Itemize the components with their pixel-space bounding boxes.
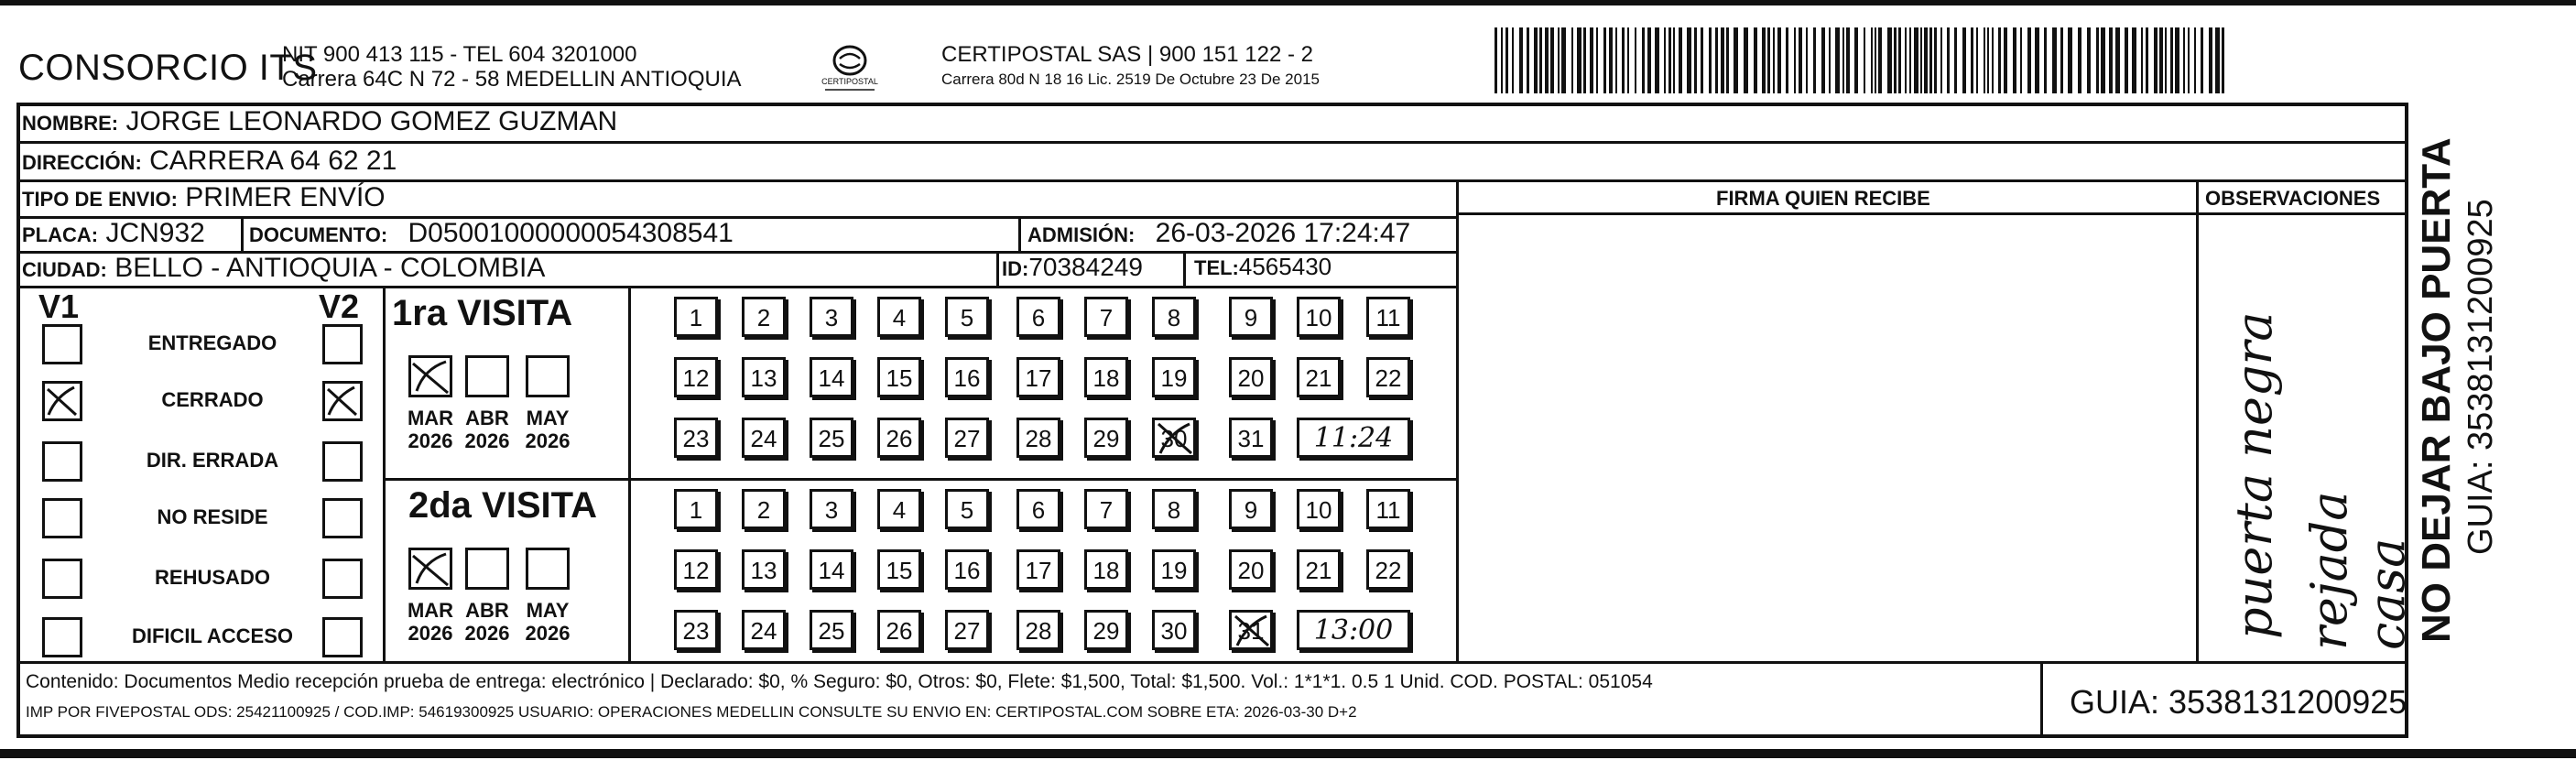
day-number: 24	[750, 617, 777, 645]
nombre-label: NOMBRE:	[22, 112, 119, 135]
day-number: 27	[953, 425, 981, 452]
rule	[1183, 251, 1186, 286]
day-box[interactable]	[945, 357, 989, 397]
day-box[interactable]	[742, 418, 786, 458]
day-box[interactable]	[1084, 489, 1128, 529]
month-checkbox[interactable]	[526, 548, 570, 590]
day-box[interactable]	[1084, 418, 1128, 458]
month-year: 2026	[464, 429, 510, 452]
day-box[interactable]	[1152, 610, 1196, 650]
day-number: 25	[818, 617, 845, 645]
observaciones-label: OBSERVACIONES	[2205, 187, 2381, 210]
status-label: CERRADO	[161, 388, 264, 411]
day-number: 6	[1031, 304, 1046, 331]
day-number: 8	[1167, 304, 1181, 331]
company-name: CONSORCIO ITS	[18, 48, 318, 88]
direccion-value: CARRERA 64 62 21	[149, 146, 397, 176]
documento-value: D05001000000054308541	[408, 218, 734, 248]
rule	[16, 286, 1458, 288]
v2-header: V2	[319, 288, 360, 325]
rule	[2196, 179, 2199, 661]
day-number: 30	[1160, 617, 1188, 645]
rule	[383, 286, 386, 661]
day-number: 13	[750, 364, 777, 392]
direccion-label: DIRECCIÓN:	[22, 151, 142, 174]
month-name: MAY	[526, 407, 570, 429]
day-number: 27	[953, 617, 981, 645]
day-box[interactable]	[1084, 610, 1128, 650]
barcode	[1495, 27, 2227, 93]
id-cell	[1002, 253, 1143, 282]
day-box[interactable]	[810, 489, 853, 529]
day-number: 16	[953, 557, 981, 584]
month-year: 2026	[525, 622, 571, 645]
guia-number: GUIA: 3538131200925	[2070, 683, 2408, 721]
month-checkbox[interactable]	[408, 355, 452, 397]
day-box[interactable]	[1297, 549, 1341, 590]
day-box[interactable]	[1152, 357, 1196, 397]
rule	[16, 661, 2408, 664]
month-checkbox[interactable]	[465, 355, 509, 397]
firma-label: FIRMA QUIEN RECIBE	[1716, 187, 1930, 210]
rule	[1018, 216, 1021, 251]
v2-checkbox[interactable]	[322, 324, 363, 364]
hour-box	[1297, 418, 1410, 458]
month-checkbox[interactable]	[465, 548, 509, 590]
day-number: 26	[886, 425, 913, 452]
check-mark-icon	[411, 550, 450, 587]
day-number: 9	[1244, 304, 1258, 331]
day-number: 31	[1237, 617, 1265, 645]
day-box[interactable]	[1229, 418, 1273, 458]
day-number: 2	[756, 304, 771, 331]
day-box[interactable]	[1016, 549, 1060, 590]
check-mark-icon	[325, 384, 360, 418]
day-number: 22	[1375, 557, 1402, 584]
day-number: 10	[1305, 304, 1332, 331]
nombre-value: JORGE LEONARDO GOMEZ GUZMAN	[125, 106, 618, 136]
month-label	[520, 599, 575, 645]
day-number: 31	[1237, 425, 1265, 452]
ciudad-cell	[22, 253, 545, 284]
courier-block	[941, 42, 1320, 92]
admision-cell	[1027, 218, 1410, 249]
status-label: ENTREGADO	[147, 331, 277, 354]
month-checkbox[interactable]	[408, 548, 452, 590]
day-box[interactable]	[877, 297, 921, 337]
v1-checkbox[interactable]	[42, 559, 82, 599]
day-number: 28	[1025, 617, 1052, 645]
day-box[interactable]	[1297, 297, 1341, 337]
placa-cell	[22, 218, 205, 249]
day-number: 21	[1305, 364, 1332, 392]
day-number: 3	[824, 496, 839, 524]
nombre-row	[22, 106, 617, 137]
day-box[interactable]	[945, 297, 989, 337]
id-label: ID:	[1002, 257, 1029, 280]
rule	[16, 141, 2408, 144]
second-visit-title: 2da VISITA	[408, 485, 597, 526]
month-label	[520, 407, 575, 452]
month-name: ABR	[465, 407, 509, 429]
day-number: 29	[1092, 425, 1120, 452]
day-box[interactable]	[945, 610, 989, 650]
day-box[interactable]	[674, 489, 718, 529]
day-box[interactable]	[1016, 489, 1060, 529]
check-mark-icon	[411, 358, 450, 395]
side-warning: NO DEJAR BAJO PUERTA	[2414, 137, 2459, 643]
day-number: 23	[682, 425, 710, 452]
top-rule	[0, 0, 2576, 5]
day-box[interactable]	[945, 489, 989, 529]
day-number: 1	[689, 304, 703, 331]
day-number: 24	[750, 425, 777, 452]
day-number: 5	[960, 496, 974, 524]
day-number: 20	[1237, 557, 1265, 584]
month-year: 2026	[464, 622, 510, 645]
day-number: 4	[892, 304, 907, 331]
day-check-icon	[1155, 420, 1195, 457]
placa-value: JCN932	[105, 218, 205, 248]
status-label: DIFICIL ACCESO	[131, 624, 293, 647]
day-box[interactable]	[742, 549, 786, 590]
day-number: 25	[818, 425, 845, 452]
day-number: 9	[1244, 496, 1258, 524]
id-value: 70384249	[1028, 253, 1143, 281]
admision-value: 26-03-2026 17:24:47	[1155, 218, 1411, 248]
day-number: 3	[824, 304, 839, 331]
courier-license: Carrera 80d N 18 16 Lic. 2519 De Octubre 23 De 2015	[941, 71, 1320, 88]
v2-checkbox[interactable]	[322, 381, 363, 421]
day-number: 8	[1167, 496, 1181, 524]
month-label	[403, 407, 458, 452]
month-checkbox[interactable]	[526, 355, 570, 397]
certipostal-logo	[818, 38, 882, 95]
day-box[interactable]	[1084, 297, 1128, 337]
tel-cell	[1194, 253, 1331, 281]
day-box[interactable]	[1084, 357, 1128, 397]
rule	[1458, 212, 2408, 215]
day-number: 2	[756, 496, 771, 524]
day-box[interactable]	[1229, 610, 1273, 650]
day-number: 29	[1092, 617, 1120, 645]
day-number: 6	[1031, 496, 1046, 524]
day-box[interactable]	[674, 418, 718, 458]
day-box[interactable]	[1229, 489, 1273, 529]
day-box[interactable]	[1366, 357, 1410, 397]
day-box[interactable]	[810, 357, 853, 397]
day-box[interactable]	[1366, 297, 1410, 337]
day-box[interactable]	[1366, 489, 1410, 529]
day-box[interactable]	[1016, 297, 1060, 337]
day-box[interactable]	[945, 418, 989, 458]
v2-checkbox[interactable]	[322, 441, 363, 482]
day-number: 28	[1025, 425, 1052, 452]
month-label	[403, 599, 458, 645]
day-box[interactable]	[1084, 549, 1128, 590]
hour-box	[1297, 610, 1410, 650]
rule	[241, 216, 244, 251]
imp-text: IMP POR FIVEPOSTAL ODS: 25421100925 / COD.IMP: 54619300925 USUARIO: OPERACIONES MEDELLIN CONSULTE SU ENVIO EN: CERTIPOSTAL.COM SOBRE ETA: 2026-03-30 D+2	[26, 703, 1357, 721]
month-year: 2026	[408, 622, 453, 645]
placa-label: PLACA:	[22, 223, 99, 246]
day-number: 22	[1375, 364, 1402, 392]
rule	[2040, 661, 2043, 738]
day-box[interactable]	[742, 610, 786, 650]
day-number: 18	[1092, 364, 1120, 392]
day-number: 19	[1160, 557, 1188, 584]
v2-checkbox[interactable]	[322, 617, 363, 657]
hour-handwriting: 13:00	[1313, 614, 1394, 646]
documento-cell	[249, 218, 734, 249]
day-box[interactable]	[1152, 549, 1196, 590]
tel-value: 4565430	[1238, 253, 1332, 280]
day-number: 5	[960, 304, 974, 331]
day-number: 4	[892, 496, 907, 524]
day-number: 21	[1305, 557, 1332, 584]
day-number: 7	[1099, 496, 1114, 524]
hour-handwriting: 11:24	[1313, 422, 1394, 454]
status-label: DIR. ERRADA	[146, 449, 279, 472]
day-box[interactable]	[877, 549, 921, 590]
ciudad-label: CIUDAD:	[22, 258, 107, 281]
day-box[interactable]	[810, 610, 853, 650]
day-number: 1	[689, 496, 703, 524]
day-number: 15	[886, 364, 913, 392]
day-box[interactable]	[1366, 549, 1410, 590]
day-box[interactable]	[674, 297, 718, 337]
first-visit-title: 1ra VISITA	[392, 293, 573, 333]
day-number: 16	[953, 364, 981, 392]
v1-checkbox[interactable]	[42, 381, 82, 421]
day-number: 20	[1237, 364, 1265, 392]
day-box[interactable]	[742, 297, 786, 337]
rule	[383, 478, 1458, 481]
day-number: 12	[682, 364, 710, 392]
day-box[interactable]	[1229, 357, 1273, 397]
contenido-text: Contenido: Documentos Medio recepción prueba de entrega: electrónico | Declarado: $0, % Seguro: $0, Otros: $0, Flete: $1,500, Total: $1,500. Vol.: 1*1*1. 0.5 1 Unid. COD. POSTAL: 051054	[26, 671, 1653, 692]
day-number: 17	[1025, 364, 1052, 392]
day-number: 11	[1375, 304, 1401, 331]
company-address: Carrera 64C N 72 - 58 MEDELLIN ANTIOQUIA	[282, 67, 742, 92]
day-box[interactable]	[1297, 357, 1341, 397]
v1-header: V1	[38, 288, 80, 325]
day-box[interactable]	[945, 549, 989, 590]
day-number: 19	[1160, 364, 1188, 392]
day-number: 12	[682, 557, 710, 584]
day-number: 10	[1305, 496, 1332, 524]
tel-label: TEL:	[1194, 256, 1239, 279]
company-nit-tel: NIT 900 413 115 - TEL 604 3201000	[282, 42, 637, 67]
v2-checkbox[interactable]	[322, 559, 363, 599]
rule	[996, 251, 999, 286]
bottom-rule	[0, 749, 2576, 758]
company-address-block	[282, 42, 742, 92]
day-number: 13	[750, 557, 777, 584]
day-box[interactable]	[877, 489, 921, 529]
day-box[interactable]	[877, 610, 921, 650]
day-box[interactable]	[1297, 489, 1341, 529]
day-box[interactable]	[877, 418, 921, 458]
day-number: 18	[1092, 557, 1120, 584]
direccion-row	[22, 146, 397, 177]
day-box[interactable]	[1016, 418, 1060, 458]
ciudad-value: BELLO - ANTIOQUIA - COLOMBIA	[114, 253, 546, 283]
day-number: 15	[886, 557, 913, 584]
v1-checkbox[interactable]	[42, 617, 82, 657]
day-number: 14	[818, 557, 845, 584]
v1-checkbox[interactable]	[42, 324, 82, 364]
day-box[interactable]	[877, 357, 921, 397]
day-number: 26	[886, 617, 913, 645]
rule	[1456, 179, 1459, 661]
day-box[interactable]	[810, 549, 853, 590]
day-check-icon	[1232, 613, 1272, 649]
day-box[interactable]	[1016, 610, 1060, 650]
month-name: MAR	[407, 599, 454, 622]
day-box[interactable]	[742, 489, 786, 529]
observation-handwriting-1: puerta negra	[2225, 311, 2283, 639]
day-number: 14	[818, 364, 845, 392]
day-box[interactable]	[674, 357, 718, 397]
logo-text: CERTIPOSTAL	[821, 77, 878, 86]
day-box[interactable]	[674, 549, 718, 590]
day-box[interactable]	[810, 418, 853, 458]
day-box[interactable]	[1152, 489, 1196, 529]
tipo-value: PRIMER ENVÍO	[185, 182, 386, 212]
month-label	[460, 599, 515, 645]
day-box[interactable]	[1229, 297, 1273, 337]
day-number: 7	[1099, 304, 1114, 331]
day-box[interactable]	[742, 357, 786, 397]
day-box[interactable]	[1152, 418, 1196, 458]
day-number: 30	[1160, 425, 1188, 452]
rule	[628, 286, 631, 661]
month-name: MAR	[407, 407, 454, 429]
check-mark-icon	[45, 384, 80, 418]
day-box[interactable]	[674, 610, 718, 650]
day-box[interactable]	[1152, 297, 1196, 337]
day-box[interactable]	[1016, 357, 1060, 397]
courier-name: CERTIPOSTAL SAS | 900 151 122 - 2	[941, 42, 1313, 67]
month-year: 2026	[408, 429, 453, 452]
observation-handwriting-2: rejada casa	[2300, 491, 2416, 650]
day-box[interactable]	[1229, 549, 1273, 590]
month-label	[460, 407, 515, 452]
admision-label: ADMISIÓN:	[1027, 223, 1136, 246]
v1-checkbox[interactable]	[42, 441, 82, 482]
v2-checkbox[interactable]	[322, 498, 363, 538]
month-year: 2026	[525, 429, 571, 452]
tipo-label: TIPO DE ENVIO:	[22, 188, 178, 211]
day-number: 23	[682, 617, 710, 645]
tipo-row	[22, 182, 386, 213]
documento-label: DOCUMENTO:	[249, 223, 388, 246]
status-label: REHUSADO	[155, 566, 270, 589]
month-name: MAY	[526, 599, 570, 622]
day-number: 11	[1375, 496, 1401, 524]
side-guia: GUIA: 3538131200925	[2462, 199, 2500, 555]
day-box[interactable]	[810, 297, 853, 337]
month-name: ABR	[465, 599, 509, 622]
v1-checkbox[interactable]	[42, 498, 82, 538]
day-number: 17	[1025, 557, 1052, 584]
status-label: NO RESIDE	[157, 505, 268, 528]
